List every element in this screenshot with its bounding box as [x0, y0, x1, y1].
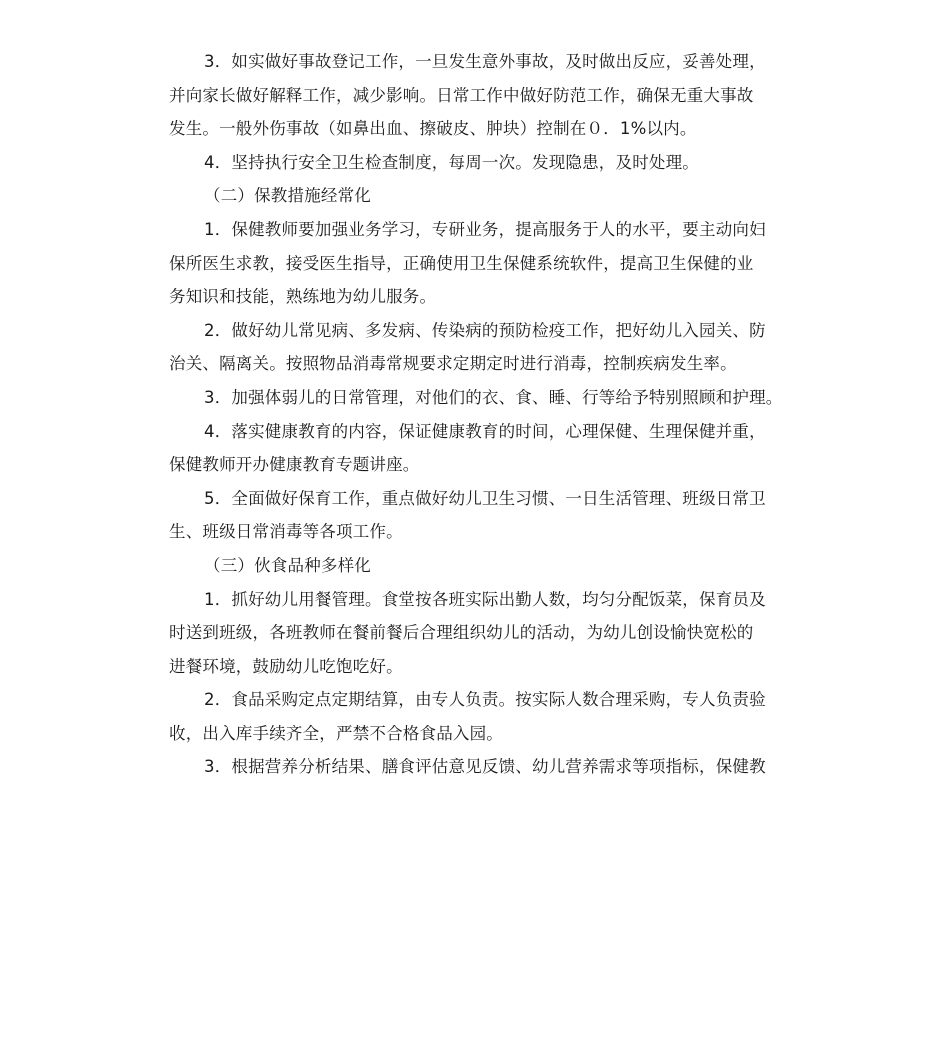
text-line: 保所医生求教，接受医生指导，正确使用卫生保健系统软件，提高卫生保健的业 [169, 253, 754, 273]
text-line: 2．食品采购定点定期结算，由专人负责。按实际人数合理采购，专人负责验 [204, 690, 766, 710]
section-heading: （三）伙食品种多样化 [204, 555, 371, 575]
text-line: 进餐环境，鼓励幼儿吃饱吃好。 [169, 656, 403, 676]
text-line: 并向家长做好解释工作，减少影响。日常工作中做好防范工作，确保无重大事故 [169, 85, 754, 105]
document-body [169, 45, 809, 784]
text-line: 2．做好幼儿常见病、多发病、传染病的预防检疫工作，把好幼儿入园关、防 [204, 320, 766, 340]
text-line: 发生。一般外伤事故（如鼻出血、擦破皮、肿块）控制在０．1%以内。 [169, 119, 697, 139]
text-line: 4．坚持执行安全卫生检查制度，每周一次。发现隐患，及时处理。 [204, 152, 699, 172]
text-line: 1．保健教师要加强业务学习，专研业务，提高服务于人的水平，要主动向妇 [204, 219, 766, 239]
text-line: 时送到班级，各班教师在餐前餐后合理组织幼儿的活动，为幼儿创设愉快宽松的 [169, 623, 754, 643]
text-line: 3．根据营养分析结果、膳食评估意见反馈、幼儿营养需求等项指标，保健教 [204, 757, 766, 777]
text-line: 5．全面做好保育工作，重点做好幼儿卫生习惯、一日生活管理、班级日常卫 [204, 488, 766, 508]
text-line: 3．如实做好事故登记工作，一旦发生意外事故，及时做出反应，妥善处理， [204, 52, 766, 71]
text-line: 治关、隔离关。按照物品消毒常规要求定期定时进行消毒，控制疾病发生率。 [169, 354, 737, 374]
section-heading: （二）保教措施经常化 [204, 186, 371, 206]
text-line: 3．加强体弱儿的日常管理，对他们的衣、食、睡、行等给予特别照顾和护理。 [204, 387, 783, 407]
text-line: 收，出入库手续齐全，严禁不合格食品入园。 [169, 723, 503, 743]
text-line: 4．落实健康教育的内容，保证健康教育的时间，心理保健、生理保健并重， [204, 421, 766, 441]
text-line: 务知识和技能，熟练地为幼儿服务。 [169, 287, 437, 307]
text-line: 1．抓好幼儿用餐管理。食堂按各班实际出勤人数，均匀分配饭菜，保育员及 [204, 589, 766, 609]
text-line: 生、班级日常消毒等各项工作。 [169, 522, 403, 542]
text-line: 保健教师开办健康教育专题讲座。 [169, 455, 420, 475]
